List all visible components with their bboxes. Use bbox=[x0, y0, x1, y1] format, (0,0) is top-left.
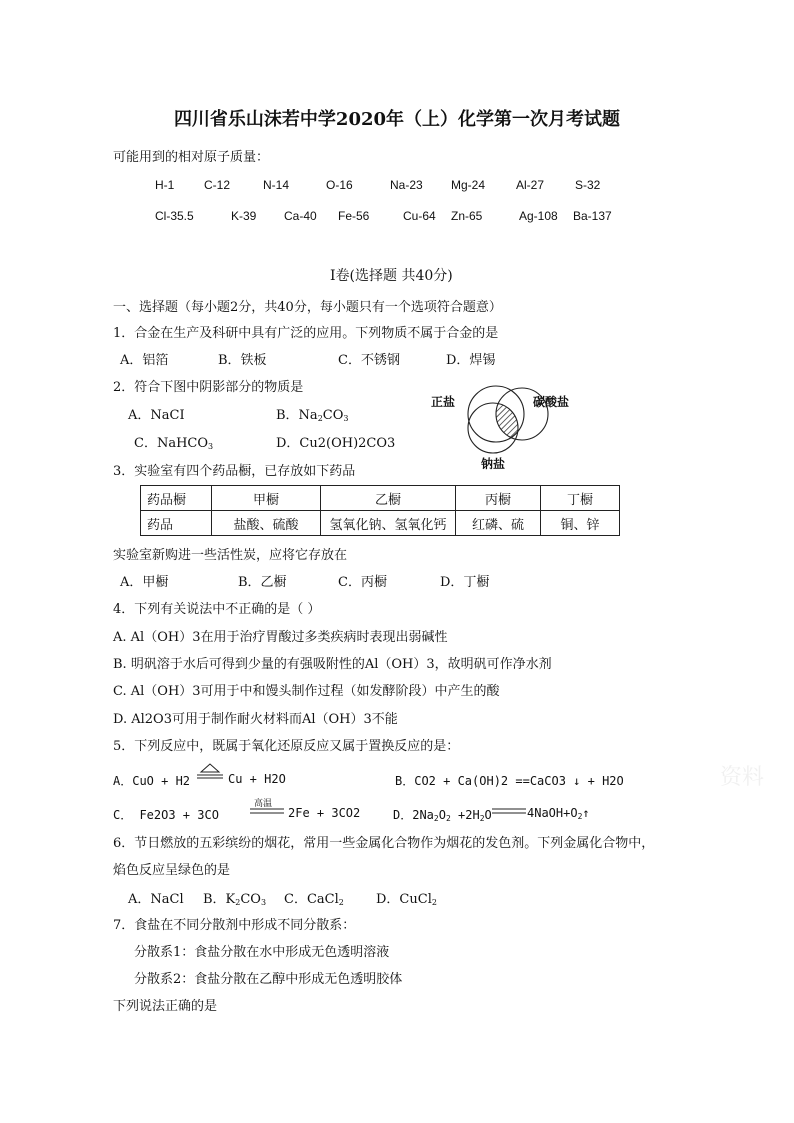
question-2-option-a: A．NaCI bbox=[128, 408, 185, 423]
question-2-stem: 2．符合下图中阴影部分的物质是 bbox=[113, 380, 304, 395]
question-2-option-c: C．NaHCO$_3$ bbox=[134, 436, 214, 451]
question-2-option-b: B．$Na_2CO_3$ bbox=[276, 408, 349, 423]
question-5-option-a-left: A．CuO + H2 bbox=[113, 774, 191, 788]
question-7-stem: 7．食盐在不同分散剂中形成不同分散系： bbox=[113, 918, 356, 933]
table-cell: 乙橱 bbox=[321, 486, 456, 511]
atomic-mass-item: Al-27 bbox=[516, 178, 545, 192]
question-7-system-2: 分散系2：食盐分散在乙醇中形成无色透明胶体 bbox=[134, 972, 403, 987]
question-7-follow: 下列说法正确的是 bbox=[113, 999, 218, 1014]
atomic-mass-item: N-14 bbox=[263, 178, 290, 192]
atomic-mass-item: Cl-35.5 bbox=[155, 209, 194, 223]
watermark: 资料 bbox=[720, 765, 765, 790]
table-cell: 丁橱 bbox=[541, 486, 620, 511]
page-title: 四川省乐山沫若中学2020年（上）化学第一次月考试题 bbox=[173, 109, 621, 130]
equals-sign-icon bbox=[492, 808, 526, 815]
question-6-stem-line-2: 焰色反应呈绿色的是 bbox=[113, 863, 231, 878]
question-4-option-b: B. 明矾溶于水后可得到少量的有强吸附性的Al（OH）3，故明矾可作净水剂 bbox=[113, 657, 552, 672]
high-temp-condition: 高温 bbox=[254, 799, 273, 809]
atomic-mass-item: Mg-24 bbox=[451, 178, 486, 192]
question-3-option-b: B．乙橱 bbox=[238, 575, 287, 590]
question-5-option-b: B．CO2 + Ca(OH)2 ==CaCO3 ↓ + H2O bbox=[395, 774, 624, 788]
question-3-stem: 3．实验室有四个药品橱，已存放如下药品 bbox=[113, 464, 356, 479]
question-4-option-c: C. Al（OH）3可用于中和馒头制作过程（如发酵阶段）中产生的酸 bbox=[113, 684, 500, 699]
question-5-option-c-left: C． Fe2O3 + 3CO bbox=[113, 808, 219, 822]
question-6-option-d: D．CuCl$_2$ bbox=[376, 892, 437, 907]
question-4-stem: 4．下列有关说法中不正确的是（ ） bbox=[113, 602, 321, 617]
question-1-stem: 1．合金在生产及科研中具有广泛的应用。下列物质不属于合金的是 bbox=[113, 326, 499, 341]
atomic-mass-item: Ca-40 bbox=[284, 209, 317, 223]
section-header: I卷(选择题 共40分) bbox=[330, 268, 453, 284]
table-cell: 药品 bbox=[141, 511, 212, 536]
question-5-option-c-right: 2Fe + 3CO2 bbox=[288, 806, 361, 820]
atomic-mass-item: Zn-65 bbox=[451, 209, 483, 223]
atomic-mass-intro: 可能用到的相对原子质量： bbox=[113, 150, 270, 165]
question-6-option-b: B．$K_2CO_3$ bbox=[203, 892, 267, 907]
question-3-option-a: A．甲橱 bbox=[120, 575, 169, 590]
question-3-follow: 实验室新购进一些活性炭，应将它存放在 bbox=[113, 548, 348, 563]
question-6-stem-line-1: 6．节日燃放的五彩缤纷的烟花，常用一些金属化合物作为烟花的发色剂。下列金属化合物中， bbox=[113, 836, 655, 851]
table-cell: 氢氧化钠、氢氧化钙 bbox=[321, 511, 456, 536]
question-1-option-a: A．铝箔 bbox=[120, 353, 169, 368]
question-1-option-c: C．不锈钢 bbox=[338, 353, 400, 368]
atomic-mass-item: S-32 bbox=[575, 178, 601, 192]
venn-label-zhengyan: 正盐 bbox=[431, 395, 456, 409]
table-row bbox=[141, 486, 620, 511]
question-4-option-a: A. Al（OH）3在用于治疗胃酸过多类疾病时表现出弱碱性 bbox=[113, 630, 448, 645]
question-3-option-c: C．丙橱 bbox=[338, 575, 387, 590]
atomic-mass-item: Ag-108 bbox=[519, 209, 558, 223]
equals-sign-icon bbox=[250, 808, 284, 815]
question-1-option-b: B．铁板 bbox=[218, 353, 267, 368]
cabinet-table bbox=[140, 485, 620, 536]
question-3-option-d: D．丁橱 bbox=[440, 575, 490, 590]
venn-label-tansuanyan: 碳酸盐 bbox=[533, 395, 570, 409]
table-cell: 盐酸、硫酸 bbox=[212, 511, 321, 536]
question-1-option-d: D．焊锡 bbox=[446, 353, 496, 368]
question-5-option-a-right: Cu + H2O bbox=[228, 772, 286, 786]
question-4-option-d: D. Al2O3可用于制作耐火材料而Al（OH）3不能 bbox=[113, 712, 398, 727]
table-cell: 红磷、硫 bbox=[456, 511, 541, 536]
question-7-system-1: 分散系1：食盐分散在水中形成无色透明溶液 bbox=[134, 945, 390, 960]
question-5-stem: 5．下列反应中，既属于氧化还原反应又属于置换反应的是： bbox=[113, 739, 460, 754]
atomic-mass-item: C-12 bbox=[204, 178, 231, 192]
question-2-option-d: D．Cu2(OH)2CO3 bbox=[276, 436, 396, 451]
atomic-mass-item: Cu-64 bbox=[403, 209, 436, 223]
atomic-mass-item: Ba-137 bbox=[573, 209, 612, 223]
question-5-option-d-right: $4NaOH+O_2↑$ bbox=[527, 806, 590, 821]
section-intro: 一、选择题（每小题2分，共40分，每小题只有一个选项符合题意） bbox=[113, 300, 502, 315]
table-cell: 甲橱 bbox=[212, 486, 321, 511]
table-cell: 铜、锌 bbox=[541, 511, 620, 536]
atomic-mass-item: Fe-56 bbox=[338, 209, 370, 223]
table-cell: 药品橱 bbox=[141, 486, 212, 511]
venn-label-nayan: 钠盐 bbox=[481, 457, 506, 471]
table-cell: 丙橱 bbox=[456, 486, 541, 511]
table-row bbox=[141, 511, 620, 536]
question-6-option-a: A．NaCl bbox=[128, 892, 184, 907]
question-5-option-d-left: D．$2Na_2O_2 +2H_2O$ bbox=[393, 808, 492, 823]
atomic-mass-item: H-1 bbox=[155, 178, 175, 192]
atomic-mass-item: O-16 bbox=[326, 178, 353, 192]
atomic-mass-item: Na-23 bbox=[390, 178, 423, 192]
atomic-mass-item: K-39 bbox=[231, 209, 257, 223]
question-6-option-c: C．CaCl$_2$ bbox=[284, 892, 344, 907]
heat-condition-icon bbox=[196, 762, 224, 780]
